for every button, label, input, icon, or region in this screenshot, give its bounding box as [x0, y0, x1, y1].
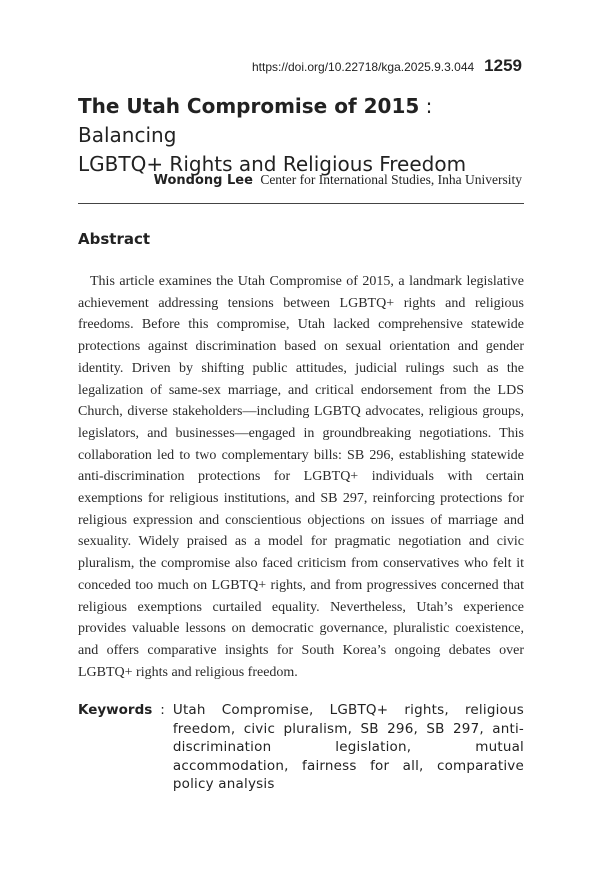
author-affiliation: Center for International Studies, Inha University — [260, 172, 522, 187]
title-divider — [78, 203, 524, 204]
title-line-1 — [78, 94, 432, 147]
abstract-heading: Abstract — [78, 230, 151, 248]
keywords-label: Keywords — [78, 702, 153, 718]
title-line-2: LGBTQ+ Rights and Religious Freedom — [78, 152, 467, 176]
page-header — [252, 56, 522, 76]
keywords-separator: : — [160, 702, 165, 718]
author-name: Wondong Lee — [153, 173, 253, 188]
page-number: 1259 — [484, 56, 522, 75]
author-line — [154, 172, 522, 188]
title-main: The Utah Compromise of 2015 — [78, 94, 420, 118]
keywords-list: Utah Compromise, LGBTQ+ rights, religious freedom, civic pluralism, SB 296, SB 297, anti-discrimination legislation, mutual accommodation, fairness for all, comparative policy analysis — [172, 702, 524, 793]
doi-link[interactable]: https://doi.org/10.22718/kga.2025.9.3.044 — [251, 60, 475, 74]
title-line-1-rest: : Balancing — [78, 94, 433, 147]
article-title — [78, 92, 524, 179]
abstract-text: This article examines the Utah Compromise of 2015, a landmark legislative achievement addressing tensions between LGBTQ+ rights and religious freedoms. Before this compromise, Utah lacked comprehensive statewide protections against discrimination based on sexual orientation and gender identity. Driven by shifting public attitudes, judicial rulings such as the legalization of same-sex marriage, and critical endorsement from the LDS Church, diverse stakeholders—including LGBTQ advocates, religious groups, legislators, and businesses—engaged in groundbreaking negotiations. This collaboration led to two complementary bills: SB 296, establishing statewide anti-discrimination protections for LGBTQ+ individuals with certain exemptions for religious institutions, and SB 297, reinforcing protections for religious expression and conscientious objections on issues of marriage and sexuality. Widely praised as a model for pragmatic negotiation and civic pluralism, the compromise also faced criticism from conservatives who felt it conceded too much on LGBTQ+ rights, and from progressives concerned that religious exemptions curtailed equality. Nevertheless, Utah’s experience provides valuable lessons on democratic governance, pluralistic coexistence, and offers comparative insights for South Korea’s ongoing debates over LGBTQ+ rights and religious freedom. — [78, 274, 524, 680]
keywords-block — [78, 701, 524, 794]
